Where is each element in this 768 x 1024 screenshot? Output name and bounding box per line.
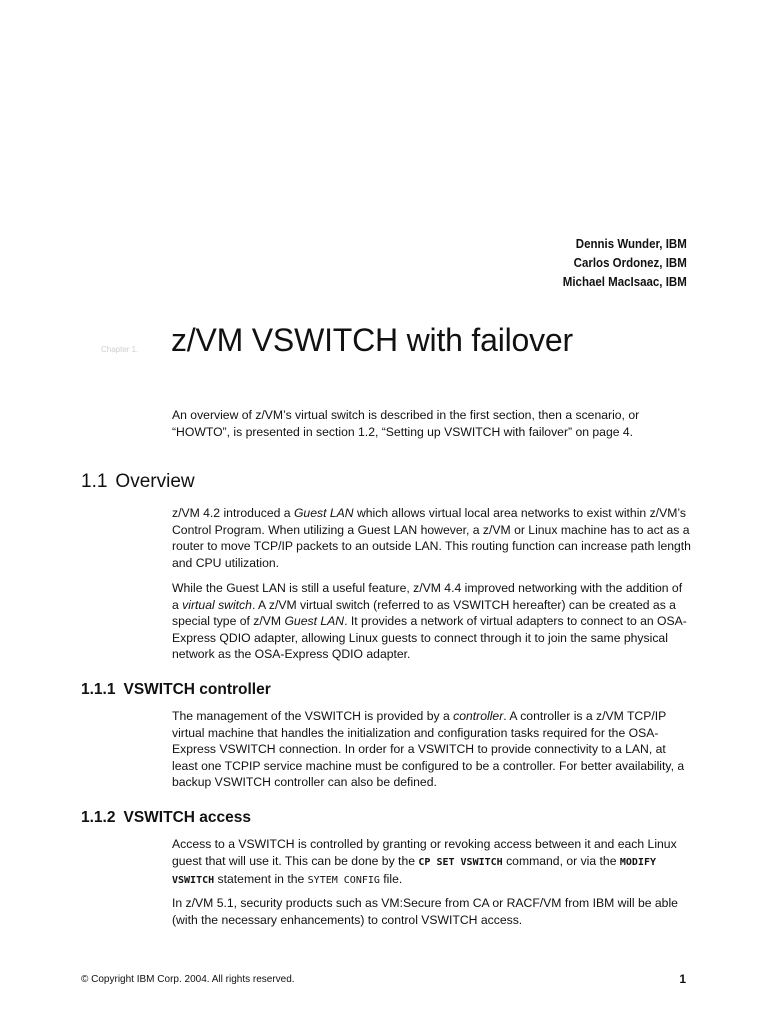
section-number: 1.1 [81,471,108,492]
chapter-label: Chapter 1. [101,345,139,354]
section-title: VSWITCH controller [123,681,271,698]
intro-paragraph: An overview of z/VM’s virtual switch is described in the first section, then a scenario, or “HOWTO”, is presented in section 1.2, “Setting up VSWITCH with failover” on page 4. [172,408,640,439]
overview-paragraph-1 [172,505,692,571]
section-title: VSWITCH access [123,809,251,826]
author-list [563,235,687,292]
text-run: statement in the [214,872,308,886]
text-run: . It provides a network of virtual adapters to connect to an OSA-Express QDIO adapter, allowing Linux guests to connect through it to join the same physical network as the OSA-Express QDIO adapter. [172,614,687,661]
page-number: 1 [679,972,686,986]
text-run: . A controller is a z/VM TCP/IP virtual machine that handles the initialization and configuration tasks required for the OSA-Express VSWITCH connection. In order for a VSWITCH to provide connectivity to a LAN, at least one TCPIP service machine must be configured to be a controller. For better availability, a backup VSWITCH controller can also be defined. [172,709,685,789]
text-run: which allows virtual local area networks to exist within z/VM’s Control Program. When utilizing a Guest LAN however, a z/VM or Linux machine has to act as a router to move TCP/IP packets to an outside LAN. This routing function can increase path length and CPU utilization. [172,506,691,570]
author-name: Michael MacIsaac, IBM [563,275,687,289]
section-heading-vswitch-access [81,809,251,827]
emphasis-text: Guest LAN [284,614,345,628]
overview-paragraph-2 [172,580,692,663]
code-statement: MODIFY VSWITCH [172,856,656,886]
section-title: Overview [115,471,195,492]
controller-paragraph [172,708,692,791]
emphasis-text: controller [453,709,504,723]
emphasis-text: virtual switch [182,597,252,612]
text-run: command, or via the [502,853,620,868]
access-paragraph-2: In z/VM 5.1, security products such as VM:Secure from CA or RACF/VM from IBM will be able (with the necessary enhancements) to control VSWITCH access. [172,896,678,927]
section-number: 1.1.1 [81,681,116,698]
text-run: While the Guest LAN is still a useful feature, z/VM 4.4 improved networking with the addition of a [172,581,683,612]
section-heading-overview [81,471,195,493]
text-run: z/VM 4.2 introduced a [172,506,294,520]
author-name: Carlos Ordonez, IBM [573,256,687,270]
text-run: Access to a VSWITCH is controlled by granting or revoking access between it and each Linux guest that will use it. This can be done by the [172,837,677,868]
section-heading-vswitch-controller [81,681,271,699]
text-run: . A z/VM virtual switch (referred to as VSWITCH hereafter) can be created as a special type of z/VM [172,597,676,628]
code-filename: SYTEM CONFIG [307,875,380,886]
emphasis-text: Guest LAN [293,506,354,520]
access-paragraph-1 [172,836,692,890]
code-command: CP SET VSWITCH [418,856,503,868]
author-name: Dennis Wunder, IBM [576,237,687,251]
section-number: 1.1.2 [81,809,116,826]
copyright-footer: © Copyright IBM Corp. 2004. All rights reserved. [81,974,295,985]
text-run: The management of the VSWITCH is provided by a [172,709,454,723]
chapter-title: z/VM VSWITCH with failover [171,322,573,358]
text-run: file. [379,872,403,886]
